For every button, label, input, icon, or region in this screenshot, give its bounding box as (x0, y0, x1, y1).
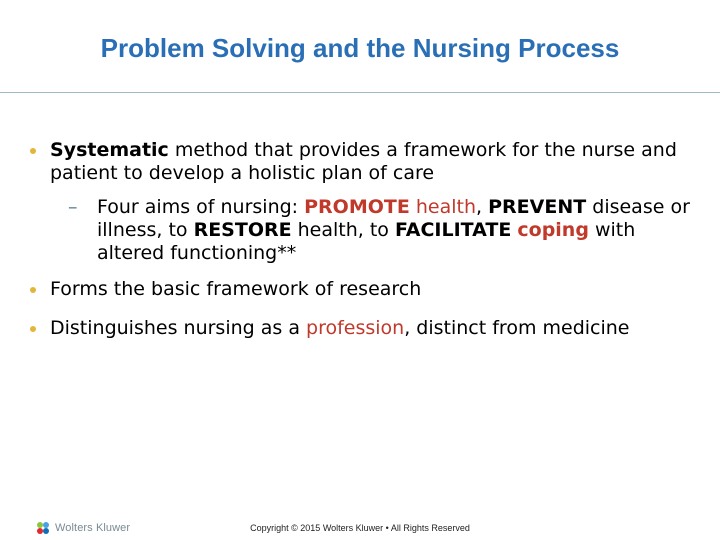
sub-text: with altered functioning** (97, 219, 636, 264)
logo-text: Wolters Kluwer (55, 522, 131, 534)
bullet-text: method that provides a framework for the nurse and patient to develop a holistic plan of care (50, 139, 677, 184)
slide-title: Problem Solving and the Nursing Process (100, 33, 620, 63)
sub-bullet-four-aims (30, 196, 700, 265)
term-facilitate: FACILITATE (394, 219, 512, 241)
term-health: health (415, 196, 477, 218)
dash-icon: – (68, 196, 78, 218)
bullet-text: , distinct from medicine (404, 317, 630, 339)
bullet-dot-icon (30, 326, 36, 332)
term-prevent: PREVENT (488, 196, 587, 218)
bullet-research (30, 278, 700, 301)
sub-text: , (476, 196, 489, 218)
term-restore: RESTORE (193, 219, 292, 241)
bullet-profession (30, 317, 700, 340)
bullet-dot-icon (30, 287, 36, 293)
term-promote: PROMOTE (304, 196, 410, 218)
bullet-systematic (30, 139, 700, 185)
sub-text: Four aims of nursing: (97, 196, 305, 218)
term-profession: profession (306, 317, 405, 339)
slide-content (30, 139, 700, 340)
term-coping: coping (517, 219, 589, 241)
bullet-bold-term: Systematic (50, 139, 169, 161)
sub-text: disease or illness, to (97, 196, 690, 241)
copyright-footer: Copyright © 2015 Wolters Kluwer • All Rights Reserved (250, 523, 470, 533)
bullet-dot-icon (30, 148, 36, 154)
title-divider (0, 92, 720, 93)
bullet-text: Distinguishes nursing as a (50, 317, 307, 339)
sub-text: health, to (291, 219, 395, 241)
bullet-text: Forms the basic framework of research (50, 278, 422, 300)
